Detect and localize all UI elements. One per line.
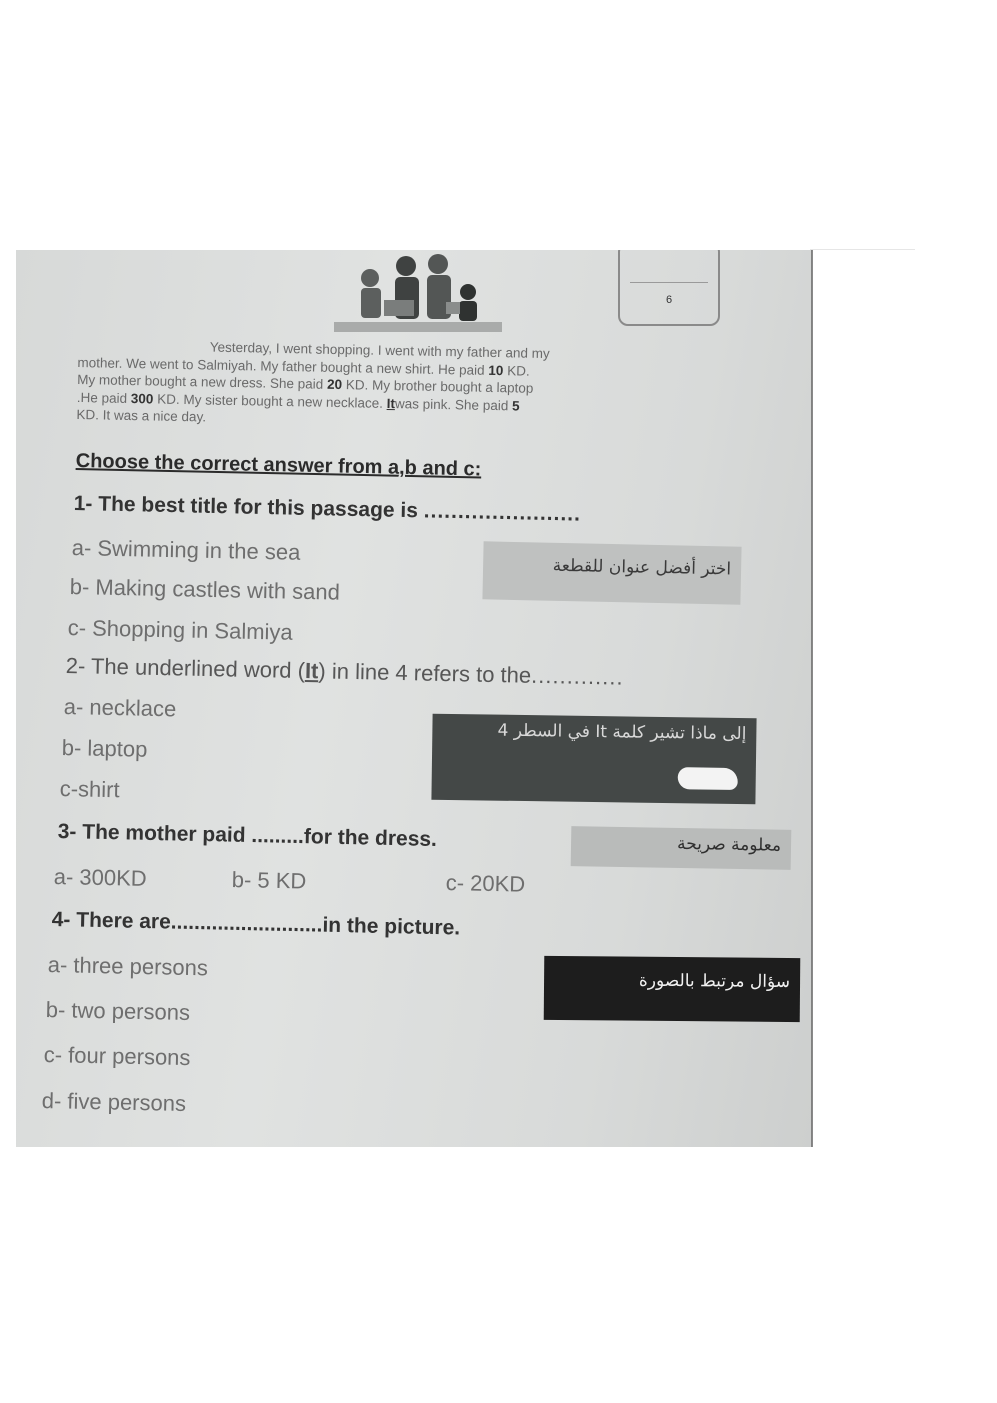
question-2-prompt: 2- The underlined word (It) in line 4 refers to the............. (65, 653, 624, 690)
score-box (618, 250, 720, 326)
question-3-option-b[interactable]: b- 5 KD (231, 867, 307, 894)
passage-line: KD. It was a nice day. (76, 406, 207, 425)
question-3-prompt: 3- The mother paid .........for the dress. (57, 820, 438, 851)
passage-line: Yesterday, I went shopping. I went with my father and my (209, 339, 550, 362)
passage-line: .He paid 300 KD. My sister bought a new necklace. Itwas pink. She paid 5 (76, 389, 520, 413)
question-4-prompt: 4- There are..........................in the picture. (51, 908, 461, 940)
question-1-prompt: 1- The best title for this passage is ....................... (73, 492, 582, 526)
passage-line: mother. We went to Salmiyah. My father bought a new shirt. He paid 10 KD. (77, 354, 530, 379)
question-2-option-c[interactable]: c-shirt (59, 776, 120, 803)
score-value: 6 (665, 294, 673, 306)
passage-line: My mother bought a new dress. She paid 20 KD. My brother bought a laptop (77, 371, 534, 396)
page-top-rule (810, 249, 915, 250)
person-figure (361, 269, 381, 318)
question-3-option-a[interactable]: a- 300KD (53, 864, 147, 891)
question-1-option-a[interactable]: a- Swimming in the sea (71, 535, 301, 565)
question-1-option-b[interactable]: b- Making castles with sand (69, 574, 341, 605)
question-2-option-b[interactable]: b- laptop (61, 735, 148, 762)
question-3-arabic-note: معلومة صريحة (571, 826, 792, 870)
instructions-heading: Choose the correct answer from a,b and c: (75, 450, 482, 481)
question-4-arabic-note: سؤال مرتبط بالصورة (544, 956, 801, 1022)
score-divider (630, 282, 708, 283)
question-2-arabic-note: إلى ماذا تشير كلمة It في السطر 4 (431, 714, 756, 805)
question-3-option-c[interactable]: c- 20KD (445, 870, 526, 897)
person-figure (459, 284, 477, 321)
question-1-option-c[interactable]: c- Shopping in Salmiya (67, 615, 293, 645)
shopping-bag (384, 300, 414, 316)
reading-passage (76, 336, 743, 436)
question-1-arabic-note: اختر أفضل عنوان للقطعة (482, 541, 741, 604)
question-2-option-a[interactable]: a- necklace (63, 694, 177, 722)
family-shopping-picture (334, 252, 502, 338)
correction-blot (678, 767, 738, 790)
question-4-option-b[interactable]: b- two persons (45, 997, 191, 1026)
question-4-option-d[interactable]: d- five persons (41, 1088, 187, 1117)
shopping-bag (446, 302, 460, 314)
question-4-option-c[interactable]: c- four persons (43, 1042, 191, 1071)
question-4-option-a[interactable]: a- three persons (47, 952, 209, 981)
worksheet (16, 250, 811, 1147)
